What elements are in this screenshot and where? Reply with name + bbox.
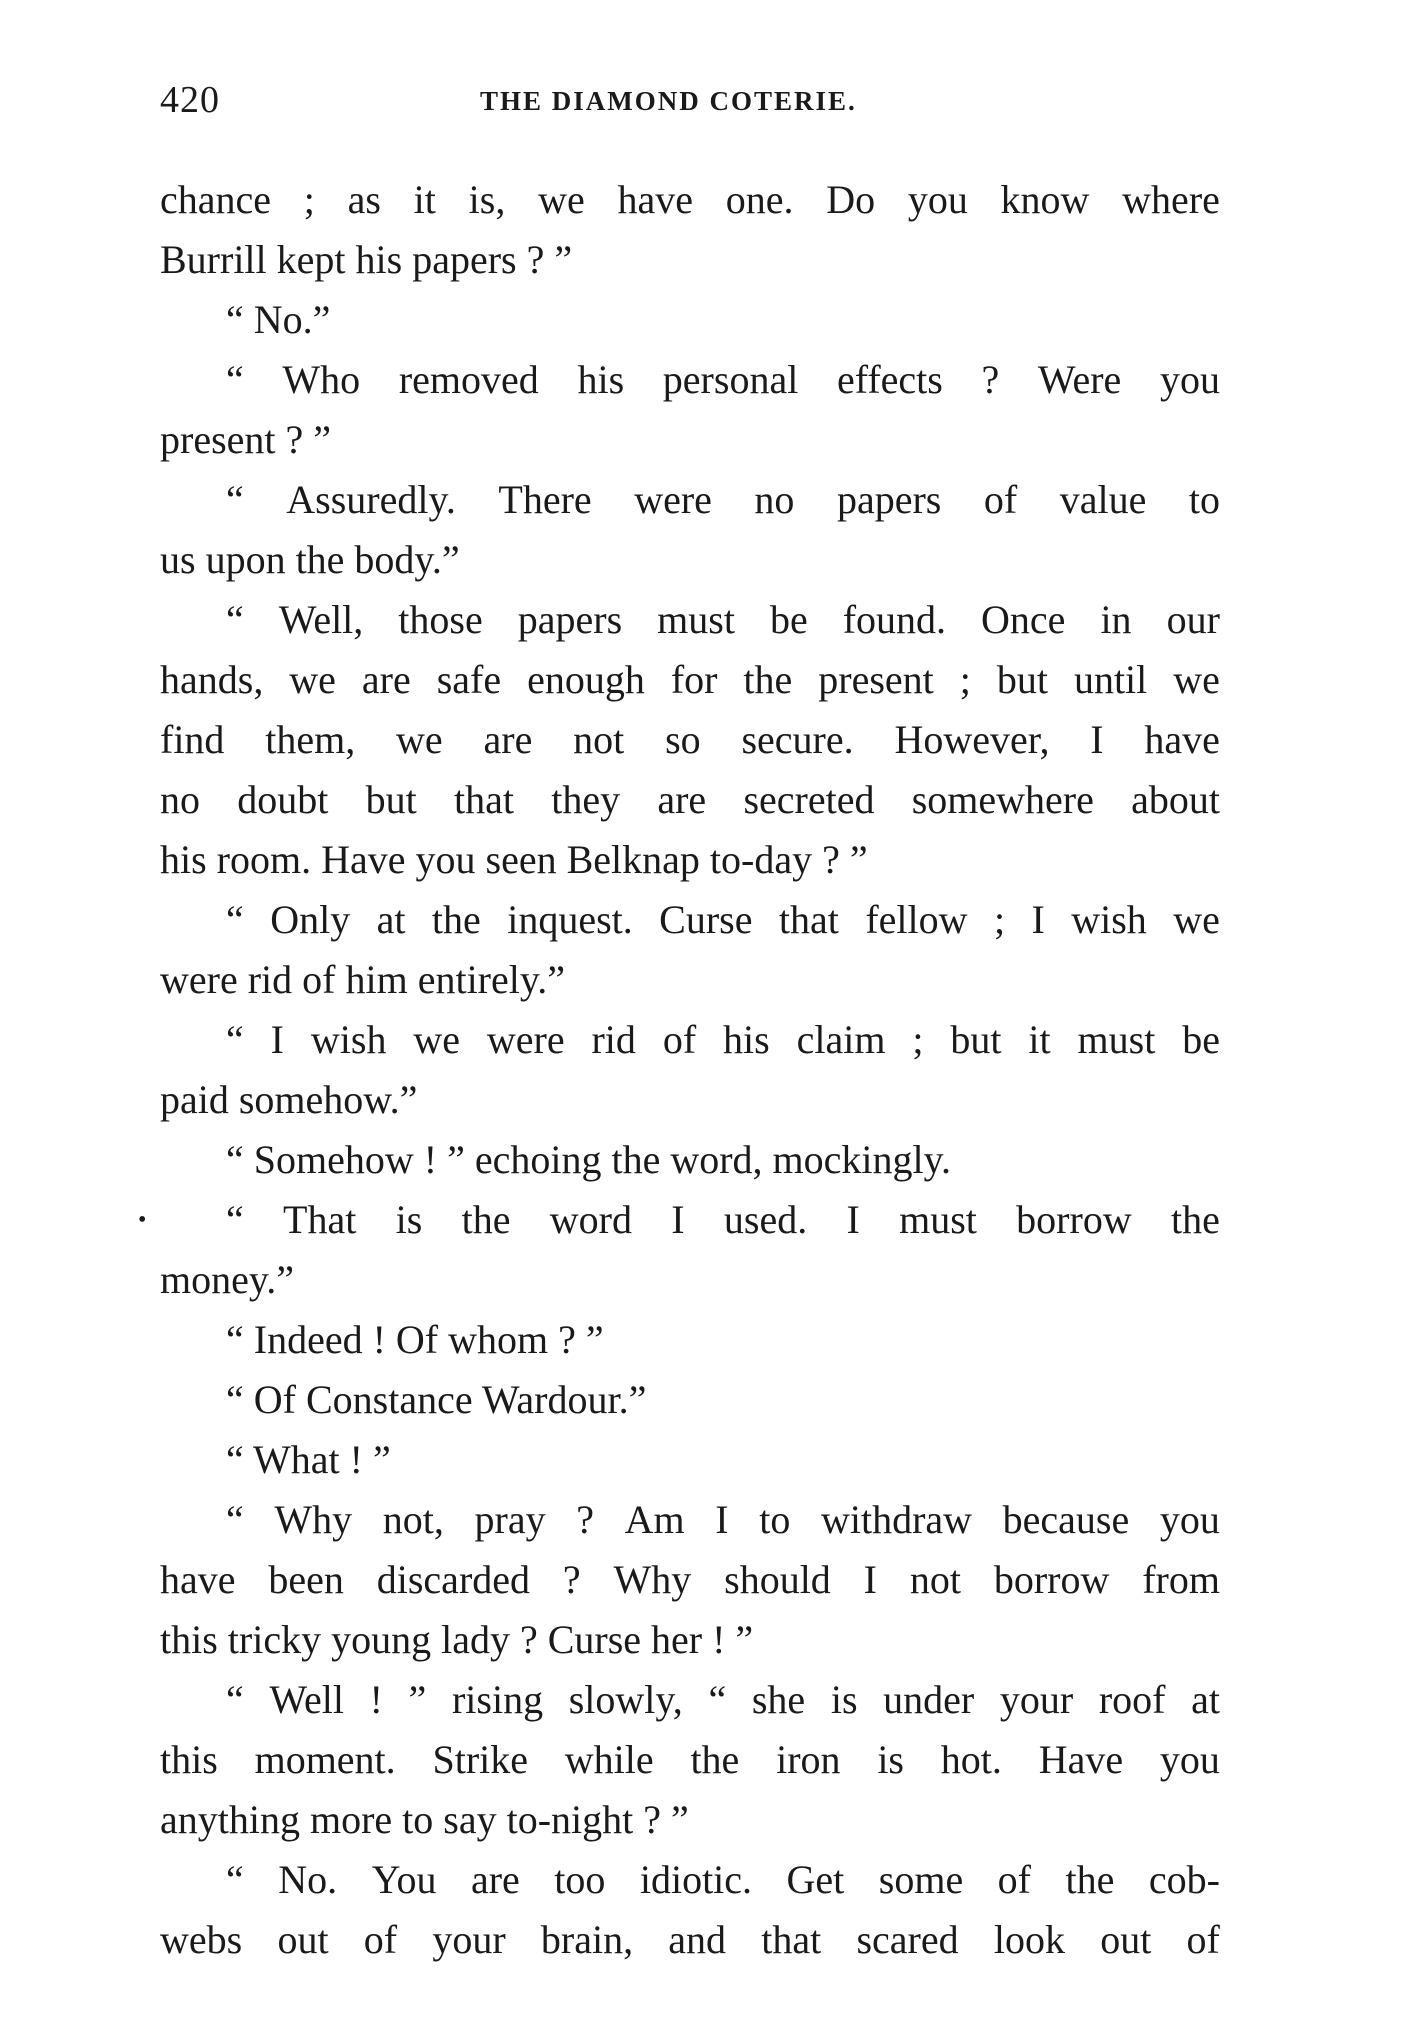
text-line: this tricky young lady ? Curse her ! ” <box>160 1617 754 1662</box>
text-line: Burrill kept his papers ? ” <box>160 237 573 282</box>
text-line: hands, we are safe enough for the present ; but until we <box>160 657 1220 702</box>
text-line: “ What ! ” <box>226 1437 391 1482</box>
text-line: us upon the body.” <box>160 537 460 582</box>
running-title: THE DIAMOND COTERIE. <box>480 86 857 116</box>
body-text <box>138 170 1220 1970</box>
text-line: money.” <box>160 1257 295 1302</box>
text-line: “ Assuredly. There were no papers of value to <box>226 477 1220 522</box>
text-line: present ? ” <box>160 417 332 462</box>
text-line: chance ; as it is, we have one. Do you know where <box>160 177 1220 222</box>
page-header <box>160 78 1220 128</box>
margin-mark: • <box>138 1207 147 1233</box>
text-line: “ I wish we were rid of his claim ; but it must be <box>226 1017 1220 1062</box>
text-line: this moment. Strike while the iron is hot. Have you <box>160 1737 1220 1782</box>
text-line: were rid of him entirely.” <box>160 957 566 1002</box>
text-line: “ No. You are too idiotic. Get some of the cob- <box>226 1857 1220 1902</box>
text-line: “ Somehow ! ” echoing the word, mockingly. <box>226 1137 952 1182</box>
text-line: “ Well, those papers must be found. Once in our <box>226 597 1220 642</box>
text-line: have been discarded ? Why should I not borrow from <box>160 1557 1220 1602</box>
text-line: anything more to say to-night ? ” <box>160 1797 689 1842</box>
text-line: “ Well ! ” rising slowly, “ she is under your roof at <box>226 1677 1220 1722</box>
text-line: paid somehow.” <box>160 1077 418 1122</box>
text-line: “ No.” <box>226 297 331 342</box>
text-line: webs out of your brain, and that scared look out of <box>160 1917 1220 1962</box>
text-line: “ Who removed his personal effects ? Were you <box>226 357 1220 402</box>
text-line: no doubt but that they are secreted somewhere about <box>160 777 1220 822</box>
text-line: his room. Have you seen Belknap to-day ? ” <box>160 837 868 882</box>
text-line: “ Of Constance Wardour.” <box>226 1377 647 1422</box>
text-line: “ Only at the inquest. Curse that fellow ; I wish we <box>226 897 1220 942</box>
text-line: “ Indeed ! Of whom ? ” <box>226 1317 604 1362</box>
text-line: find them, we are not so secure. However, I have <box>160 717 1220 762</box>
text-line: • “ That is the word I used. I must borrow the <box>160 1190 1220 1250</box>
page-number: 420 <box>160 79 220 121</box>
text-line: “ Why not, pray ? Am I to withdraw because you <box>226 1497 1220 1542</box>
